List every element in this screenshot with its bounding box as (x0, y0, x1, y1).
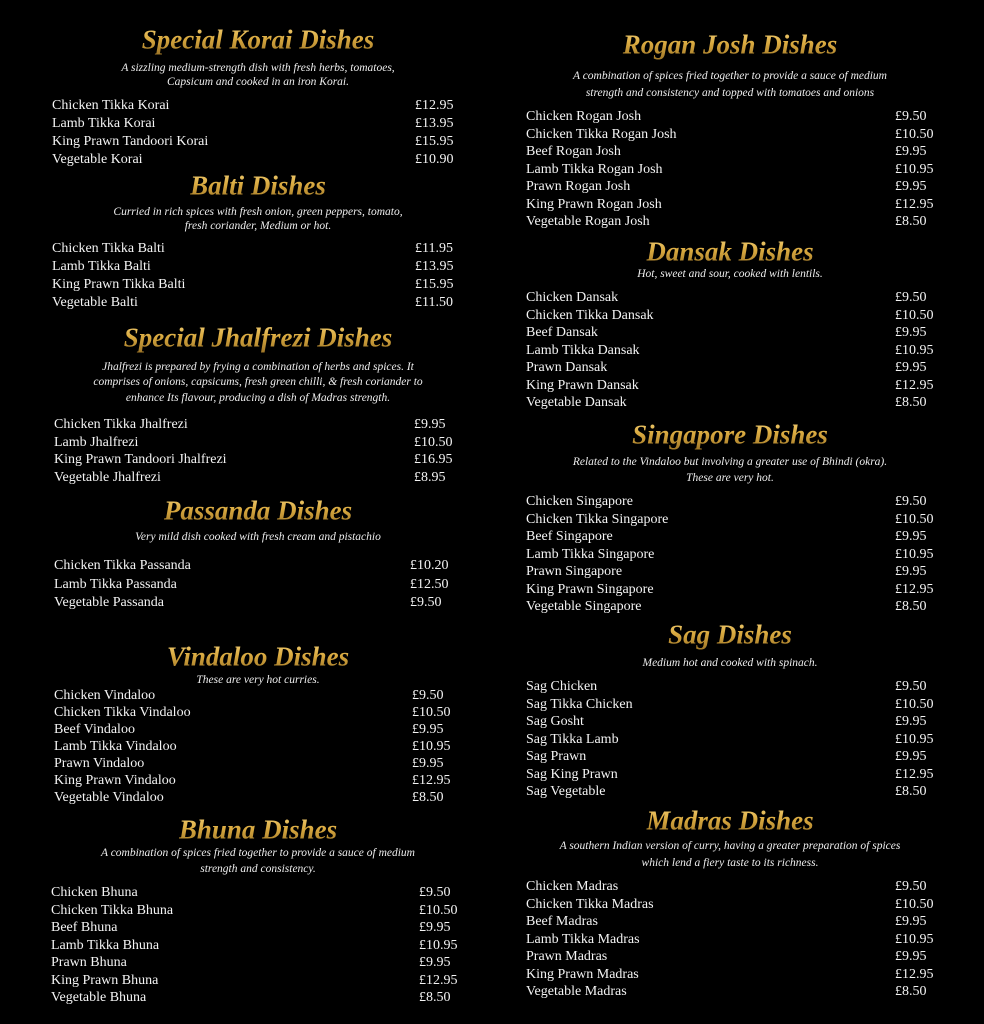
section-title: Dansak Dishes (646, 236, 814, 267)
menu-item-name: Vegetable Dansak (526, 395, 627, 410)
section-title: Balti Dishes (190, 170, 326, 201)
menu-item-price: £9.50 (410, 595, 442, 610)
menu-item-price: £9.95 (895, 749, 927, 764)
menu-item-name: Chicken Tikka Korai (52, 98, 170, 113)
menu-item-name: Prawn Vindaloo (54, 756, 145, 771)
menu-item-name: Vegetable Bhuna (51, 990, 147, 1005)
section-description: Medium hot and cooked with spinach. (642, 657, 818, 669)
menu-item-name: King Prawn Madras (526, 966, 639, 982)
section-title: Madras Dishes (646, 805, 814, 836)
menu-item-price: £9.50 (895, 679, 927, 694)
menu-item-price: £9.95 (412, 722, 444, 737)
menu-item-name: King Prawn Tandoori Korai (52, 134, 209, 149)
menu-item-price: £10.50 (895, 511, 934, 527)
menu-item-name: King Prawn Rogan Josh (526, 196, 662, 212)
menu-item-price: £9.95 (895, 564, 927, 579)
menu-item-price: £9.50 (412, 688, 444, 703)
menu-item-price: £10.50 (412, 705, 451, 720)
menu-item-price: £10.95 (412, 739, 451, 754)
menu-item-name: Vegetable Madras (526, 984, 627, 999)
menu-item-price: £8.50 (895, 395, 927, 410)
menu-item-name: Prawn Dansak (526, 360, 608, 375)
section-description: fresh coriander, Medium or hot. (184, 220, 332, 232)
menu-item-name: Chicken Tikka Bhuna (51, 902, 174, 918)
menu-item-price: £12.95 (895, 581, 934, 597)
menu-item-name: Lamb Tikka Singapore (526, 546, 655, 562)
section-description: These are very hot curries. (196, 674, 320, 686)
menu-item-name: Chicken Dansak (526, 290, 619, 305)
menu-item-price: £9.50 (895, 290, 927, 305)
menu-item-price: £10.50 (895, 696, 934, 712)
menu-item-price: £11.95 (415, 241, 453, 256)
section-title: Sag Dishes (668, 619, 792, 650)
menu-item-name: Sag Gosht (526, 714, 584, 729)
menu-item-name: Sag King Prawn (526, 766, 618, 782)
menu-item-name: Vegetable Rogan Josh (526, 214, 650, 229)
section-description: A sizzling medium-strength dish with fresh herbs, tomatoes, (121, 62, 395, 74)
menu-item-name: Vegetable Balti (52, 295, 138, 310)
section-description: Capsicum and cooked in an iron Korai. (167, 76, 349, 88)
section-title: Singapore Dishes (632, 419, 828, 450)
menu-item-name: Lamb Tikka Korai (52, 116, 156, 131)
menu-item-price: £9.95 (895, 360, 927, 375)
menu-item-price: £9.95 (895, 914, 927, 929)
section-description: Jhalfrezi is prepared by frying a combination of herbs and spices. It (102, 361, 414, 373)
menu-item-price: £8.50 (895, 214, 927, 229)
section-description: Curried in rich spices with fresh onion, green peppers, tomato, (113, 206, 403, 218)
menu-item-price: £12.95 (895, 196, 934, 212)
menu-item-price: £9.95 (895, 529, 927, 544)
menu-item-name: Sag Chicken (526, 679, 598, 694)
menu-item-price: £10.95 (419, 937, 458, 953)
menu-item-price: £10.95 (895, 546, 934, 562)
menu-item-name: Chicken Tikka Jhalfrezi (54, 417, 188, 432)
menu-item-name: Chicken Bhuna (51, 885, 138, 900)
menu-item-name: Prawn Bhuna (51, 955, 127, 970)
menu-item-price: £10.95 (895, 342, 934, 358)
menu-item-price: £9.95 (414, 417, 446, 432)
menu-item-name: Prawn Rogan Josh (526, 179, 631, 194)
menu-item-name: Beef Bhuna (51, 920, 118, 935)
menu-item-price: £10.50 (419, 902, 458, 918)
menu-item-price: £16.95 (414, 452, 453, 468)
menu-item-name: King Prawn Vindaloo (54, 773, 176, 788)
section-description: A combination of spices fried together to provide a sauce of medium (101, 847, 415, 859)
menu-item-name: Beef Madras (526, 914, 598, 929)
section-title: Special Korai Dishes (141, 24, 375, 55)
menu-item-name: King Prawn Dansak (526, 377, 639, 393)
menu-item-name: Vegetable Passanda (54, 595, 165, 610)
menu-item-name: Sag Prawn (526, 749, 587, 764)
menu-item-name: Chicken Vindaloo (54, 688, 156, 703)
menu-item-name: Sag Vegetable (526, 784, 606, 799)
menu-item-name: Lamb Tikka Passanda (54, 576, 177, 592)
menu-item-name: Chicken Madras (526, 879, 619, 894)
menu-item-price: £11.50 (415, 295, 453, 310)
menu-item-price: £12.50 (410, 576, 449, 592)
menu-item-price: £9.50 (895, 879, 927, 894)
menu-item-name: Sag Tikka Lamb (526, 731, 619, 747)
section-description: comprises of onions, capsicums, fresh green chilli, & fresh coriander to (93, 376, 423, 388)
menu-item-price: £9.50 (895, 494, 927, 509)
menu-item-price: £10.50 (414, 434, 453, 450)
menu-item-price: £9.95 (895, 325, 927, 340)
menu-item-price: £13.95 (415, 259, 454, 274)
menu-item-price: £9.50 (895, 109, 927, 124)
menu-item-price: £10.95 (895, 931, 934, 947)
menu-item-price: £8.50 (895, 984, 927, 999)
menu-item-name: Lamb Tikka Dansak (526, 342, 640, 358)
menu-item-price: £9.95 (412, 756, 444, 771)
section-description: A combination of spices fried together to provide a sauce of medium (573, 70, 887, 82)
menu-item-price: £15.95 (415, 277, 454, 292)
menu-item-name: Beef Dansak (526, 325, 598, 340)
menu-item-price: £10.50 (895, 126, 934, 142)
menu-item-price: £9.95 (895, 144, 927, 159)
menu-item-price: £12.95 (895, 377, 934, 393)
menu-item-price: £10.95 (895, 161, 934, 177)
menu-item-name: Beef Rogan Josh (526, 144, 621, 159)
menu-item-price: £8.50 (419, 990, 451, 1005)
menu-item-price: £9.95 (419, 920, 451, 935)
menu-item-price: £9.50 (419, 885, 451, 900)
menu-item-price: £12.95 (412, 773, 451, 788)
menu-item-price: £12.95 (895, 966, 934, 982)
menu-item-price: £10.95 (895, 731, 934, 747)
menu-item-price: £9.95 (895, 949, 927, 964)
menu-item-name: Beef Singapore (526, 529, 613, 544)
menu-item-price: £10.20 (410, 558, 449, 573)
menu-item-name: Chicken Tikka Vindaloo (54, 705, 191, 720)
menu-item-price: £10.50 (895, 896, 934, 912)
menu-item-name: Chicken Tikka Dansak (526, 307, 654, 323)
menu-item-name: Beef Vindaloo (54, 722, 135, 737)
section-description: Related to the Vindaloo but involving a greater use of Bhindi (okra). (572, 456, 888, 468)
section-title: Special Jhalfrezi Dishes (123, 322, 393, 353)
section-description: Hot, sweet and sour, cooked with lentils. (637, 268, 823, 280)
menu-item-price: £12.95 (415, 98, 454, 113)
menu-item-name: Chicken Tikka Passanda (54, 558, 191, 573)
section-description: strength and consistency. (200, 863, 316, 875)
menu-item-name: Lamb Tikka Balti (52, 259, 151, 274)
menu-item-name: King Prawn Bhuna (51, 972, 159, 988)
menu-item-name: Chicken Tikka Madras (526, 896, 654, 912)
menu-item-name: King Prawn Tandoori Jhalfrezi (54, 452, 227, 468)
menu-item-name: Prawn Singapore (526, 564, 623, 579)
menu-item-price: £9.95 (895, 714, 927, 729)
menu-item-name: Chicken Rogan Josh (526, 109, 642, 124)
section-title: Vindaloo Dishes (166, 641, 350, 672)
section-description: enhance Its flavour, producing a dish of Madras strength. (125, 392, 391, 404)
menu-item-name: Vegetable Vindaloo (54, 790, 164, 805)
menu-item-name: Lamb Tikka Bhuna (51, 937, 160, 953)
menu-item-name: Sag Tikka Chicken (526, 696, 633, 712)
section-description: Very mild dish cooked with fresh cream and pistachio (135, 531, 381, 543)
section-description: strength and consistency and topped with tomatoes and onions (585, 87, 875, 99)
menu-item-price: £12.95 (895, 766, 934, 782)
menu-item-price: £9.95 (419, 955, 451, 970)
menu-item-price: £9.95 (895, 179, 927, 194)
menu-item-price: £10.50 (895, 307, 934, 323)
section-description: These are very hot. (686, 472, 774, 484)
menu-item-name: Chicken Tikka Rogan Josh (526, 126, 677, 142)
menu-item-name: Chicken Tikka Singapore (526, 511, 669, 527)
section-title: Rogan Josh Dishes (622, 29, 838, 60)
menu-item-name: Prawn Madras (526, 949, 608, 964)
menu-item-name: Vegetable Jhalfrezi (54, 470, 161, 486)
section-title: Passanda Dishes (163, 495, 353, 526)
menu-item-name: Vegetable Korai (52, 152, 143, 167)
menu-item-name: Lamb Tikka Vindaloo (54, 739, 177, 754)
menu-item-price: £15.95 (415, 134, 454, 149)
menu-item-name: King Prawn Singapore (526, 581, 654, 597)
menu-item-price: £13.95 (415, 116, 454, 131)
menu-item-name: Lamb Tikka Rogan Josh (526, 161, 663, 177)
menu-item-name: Lamb Tikka Madras (526, 931, 640, 947)
menu-item-name: King Prawn Tikka Balti (52, 277, 186, 292)
menu-item-price: £8.50 (895, 599, 927, 614)
section-description: A southern Indian version of curry, having a greater preparation of spices (559, 840, 901, 852)
section-title: Bhuna Dishes (178, 814, 338, 845)
menu-item-price: £12.95 (419, 972, 458, 988)
menu-item-name: Vegetable Singapore (526, 599, 642, 614)
menu-item-name: Chicken Tikka Balti (52, 241, 165, 256)
section-description: which lend a fiery taste to its richness. (641, 857, 819, 869)
menu-item-name: Chicken Singapore (526, 494, 633, 509)
menu-item-price: £8.50 (412, 790, 444, 805)
menu-item-price: £10.90 (415, 152, 454, 167)
menu-item-name: Lamb Jhalfrezi (54, 434, 139, 450)
menu-item-price: £8.50 (895, 784, 927, 799)
menu-item-price: £8.95 (414, 470, 446, 486)
